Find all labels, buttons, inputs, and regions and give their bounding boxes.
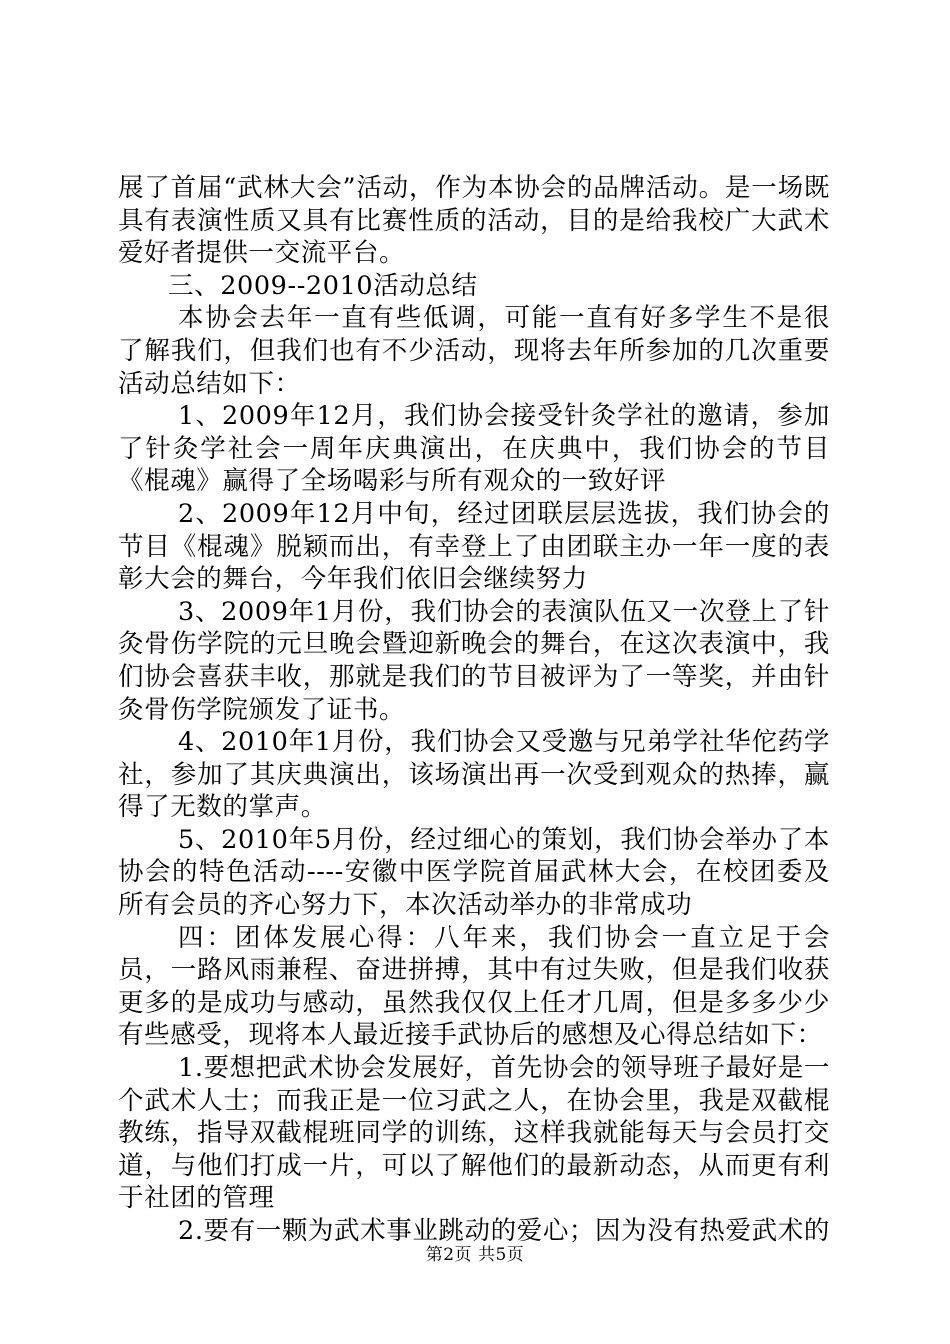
paragraph-summary-intro: 本协会去年一直有些低调，可能一直有好多学生不是很了解我们，但我们也有不少活动，现将去年所参加的几次重要活动总结如下： [118, 303, 830, 399]
paragraph-intro-continuation: 展了首届“武林大会”活动，作为本协会的品牌活动。是一场既具有表演性质又具有比赛性质的活动，目的是给我校广大武术爱好者提供一交流平台。 [118, 173, 830, 269]
paragraph-item-1: 1、2009年12月，我们协会接受针灸学社的邀请，参加了针灸学社会一周年庆典演出，在庆典中，我们协会的节目《棍魂》赢得了全场喝彩与所有观众的一致好评 [118, 401, 830, 497]
paragraph-insight-2: 2.要有一颗为武术事业跳动的爱心；因为没有热爱武术的 [178, 1216, 830, 1246]
page-number-footer: 第2页 共5页 [425, 1245, 525, 1265]
paragraph-item-5: 5、2010年5月份，经过细心的策划，我们协会举办了本协会的特色活动----安徽中医学院首届武林大会，在校团委及所有会员的齐心努力下，本次活动举办的非常成功 [118, 824, 830, 921]
paragraph-section-four: 四：团体发展心得：八年来，我们协会一直立足于会员，一路风雨兼程、奋进拼搏，其中有过失败，但是我们收获更多的是成功与感动，虽然我仅仅上任才几周，但是多多少少有些感受，现将本人最近接手武协后的感想及心得总结如下： [118, 922, 830, 1051]
paragraph-insight-1: 1.要想把武术协会发展好，首先协会的领导班子最好是一个武术人士；而我正是一位习武之人，在协会里，我是双截棍教练，指导双截棍班同学的训练，这样我就能每天与会员打交道，与他们打成一片，可以了解他们的最新动态，从而更有利于社团的管理 [118, 1053, 830, 1214]
paragraph-item-3: 3、2009年1月份，我们协会的表演队伍又一次登上了针灸骨伤学院的元旦晚会暨迎新晚会的舞台，在这次表演中，我们协会喜获丰收，那就是我们的节目被评为了一等奖，并由针灸骨伤学院颁发了证书。 [118, 596, 830, 725]
paragraph-item-2: 2、2009年12月中旬，经过团联层层选拔，我们协会的节目《棍魂》脱颖而出，有幸登上了由团联主办一年一度的表彰大会的舞台，今年我们依旧会继续努力 [118, 498, 830, 595]
section-heading-activity-summary: 三、2009--2010活动总结 [168, 270, 478, 301]
paragraph-item-4: 4、2010年1月份，我们协会又受邀与兄弟学社华佗药学社，参加了其庆典演出，该场演出再一次受到观众的热捧，赢得了无数的掌声。 [118, 727, 830, 823]
document-body [118, 172, 830, 1248]
